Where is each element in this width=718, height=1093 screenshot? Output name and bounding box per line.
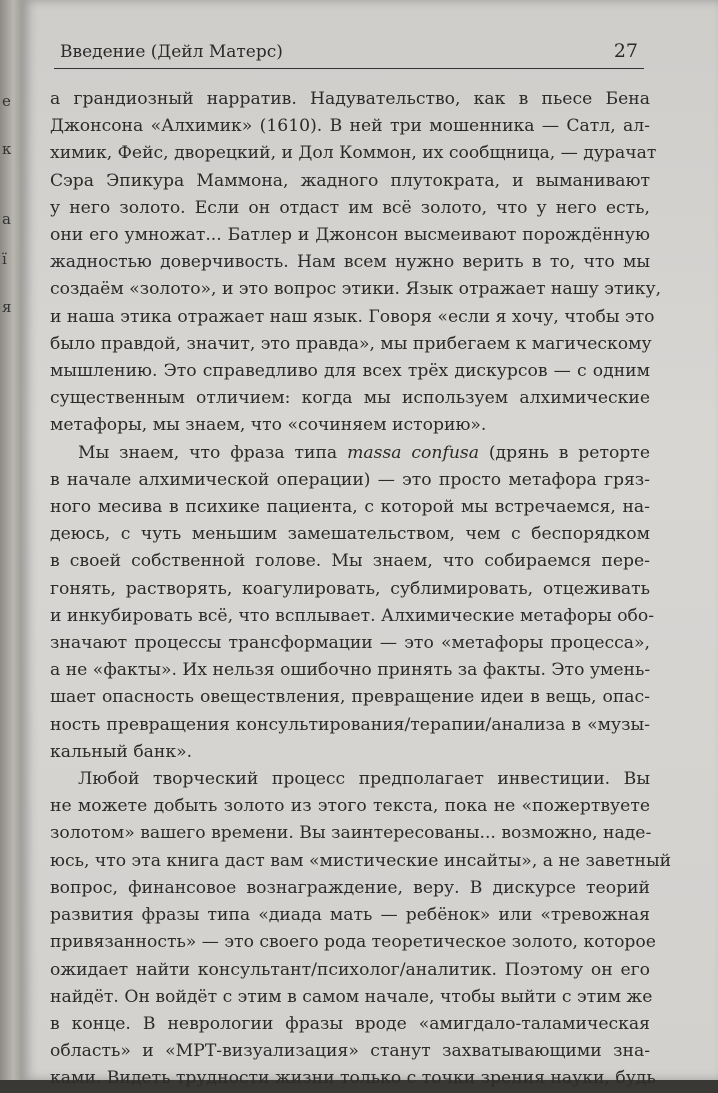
text-line: юсь, что эта книга даст вам «мистические инсайты», а не заветный bbox=[50, 850, 672, 871]
text-line: было правдой, значит, это правда», мы прибегаем к магическому bbox=[50, 333, 652, 354]
line-tail: (дрянь в реторте bbox=[478, 442, 650, 463]
body-text bbox=[50, 86, 672, 1093]
text-line: и наша этика отражает наш язык. Говоря «если я хочу, чтобы это bbox=[50, 306, 655, 327]
text-line: не можете добыть золото из этого текста, пока не «пожертвуете bbox=[50, 796, 650, 817]
text-line: метафоры, мы знаем, что «сочиняем историю». bbox=[50, 415, 487, 436]
text-line: найдёт. Он войдёт с этим в самом начале, чтобы выйти с этим же bbox=[50, 986, 653, 1007]
text-line: Любой творческий процесс предполагает инвестиции. Вы bbox=[78, 769, 650, 790]
text-line: развития фразы типа «диада мать — ребёнок» или «тревожная bbox=[50, 905, 650, 926]
italic-term: massa confusa bbox=[347, 442, 479, 463]
text-line: значают процессы трансформации — это «метафоры процесса», bbox=[50, 633, 650, 654]
page-number: 27 bbox=[613, 40, 638, 62]
text-line: деюсь, с чуть меньшим замешательством, чем с беспорядком bbox=[50, 524, 650, 545]
text-line: привязанность» — это своего рода теоретическое золото, которое bbox=[50, 932, 656, 953]
text-line: в начале алхимической операции) — это просто метафора гряз- bbox=[50, 469, 650, 490]
adjacent-page-fragment: к bbox=[2, 140, 12, 158]
paragraph-1 bbox=[50, 86, 662, 440]
text-line: химик, Фейс, дворецкий, и Дол Коммон, их сообщница, — дурачат bbox=[50, 143, 657, 164]
text-line: существенным отличием: когда мы используем алхимические bbox=[50, 388, 650, 409]
running-header bbox=[54, 40, 644, 69]
text-line: и инкубировать всё, что всплывает. Алхимические метафоры обо- bbox=[50, 605, 655, 626]
text-line: гонять, растворять, коагулировать, сублимировать, отцеживать bbox=[50, 578, 650, 599]
text-line: ожидает найти консультант/психолог/аналитик. Поэтому он его bbox=[50, 959, 650, 980]
text-line: ность превращения консультирования/терапии/анализа в «музы- bbox=[50, 714, 650, 735]
adjacent-page-fragment: е bbox=[2, 92, 11, 110]
adjacent-page-fragment: а bbox=[2, 210, 11, 228]
text-line: ками. Видеть трудности жизни только с точки зрения науки, будь bbox=[50, 1068, 656, 1089]
text-line-first bbox=[50, 440, 650, 467]
book-page bbox=[22, 0, 718, 1089]
text-line: кальный банк». bbox=[50, 741, 193, 762]
text-line: Сэра Эпикура Маммона, жадного плутократа, и выманивают bbox=[50, 170, 650, 191]
adjacent-page-fragment: я bbox=[2, 298, 12, 316]
line-start: Мы знаем, что фраза типа bbox=[78, 442, 348, 463]
text-line: у него золото. Если он отдаст им всё золото, что у него есть, bbox=[50, 197, 650, 218]
text-line: ного месива в психике пациента, с которой мы встречаемся, на- bbox=[50, 497, 650, 518]
text-line: золотом» вашего времени. Вы заинтересованы... возможно, наде- bbox=[50, 823, 652, 844]
text-line: а не «факты». Их нельзя ошибочно принять за факты. Это умень- bbox=[50, 660, 651, 681]
text-line: в своей собственной голове. Мы знаем, что собираемся пере- bbox=[50, 551, 650, 572]
text-line: вопрос, финансовое вознаграждение, веру. В дискурсе теорий bbox=[50, 877, 650, 898]
adjacent-page-fragment: ї bbox=[2, 250, 7, 268]
text-line: в конце. В неврологии фразы вроде «амигдало-таламическая bbox=[50, 1013, 650, 1034]
text-line: создаём «золото», и это вопрос этики. Язык отражает нашу этику, bbox=[50, 279, 662, 300]
text-line: область» и «МРТ-визуализация» станут захватывающими зна- bbox=[50, 1041, 650, 1062]
text-line: Джонсона «Алхимик» (1610). В ней три мошенника — Сатл, ал- bbox=[50, 116, 650, 137]
running-title: Введение (Дейл Матерс) bbox=[60, 42, 283, 62]
text-line: а грандиозный нарратив. Надувательство, как в пьесе Бена bbox=[50, 89, 650, 109]
text-line: мышлению. Это справедливо для всех трёх дискурсов — с одним bbox=[50, 361, 650, 382]
paragraph-3 bbox=[50, 766, 672, 1092]
adjacent-page-edge bbox=[0, 0, 22, 1080]
text-line: они его умножат... Батлер и Джонсон высмеивают порождённую bbox=[50, 225, 650, 246]
text-line: шает опасность овеществления, превращение идеи в вещь, опас- bbox=[50, 687, 650, 708]
text-line: жадностью доверчивость. Нам всем нужно верить в то, что мы bbox=[50, 252, 650, 273]
paragraph-2 bbox=[50, 440, 655, 766]
